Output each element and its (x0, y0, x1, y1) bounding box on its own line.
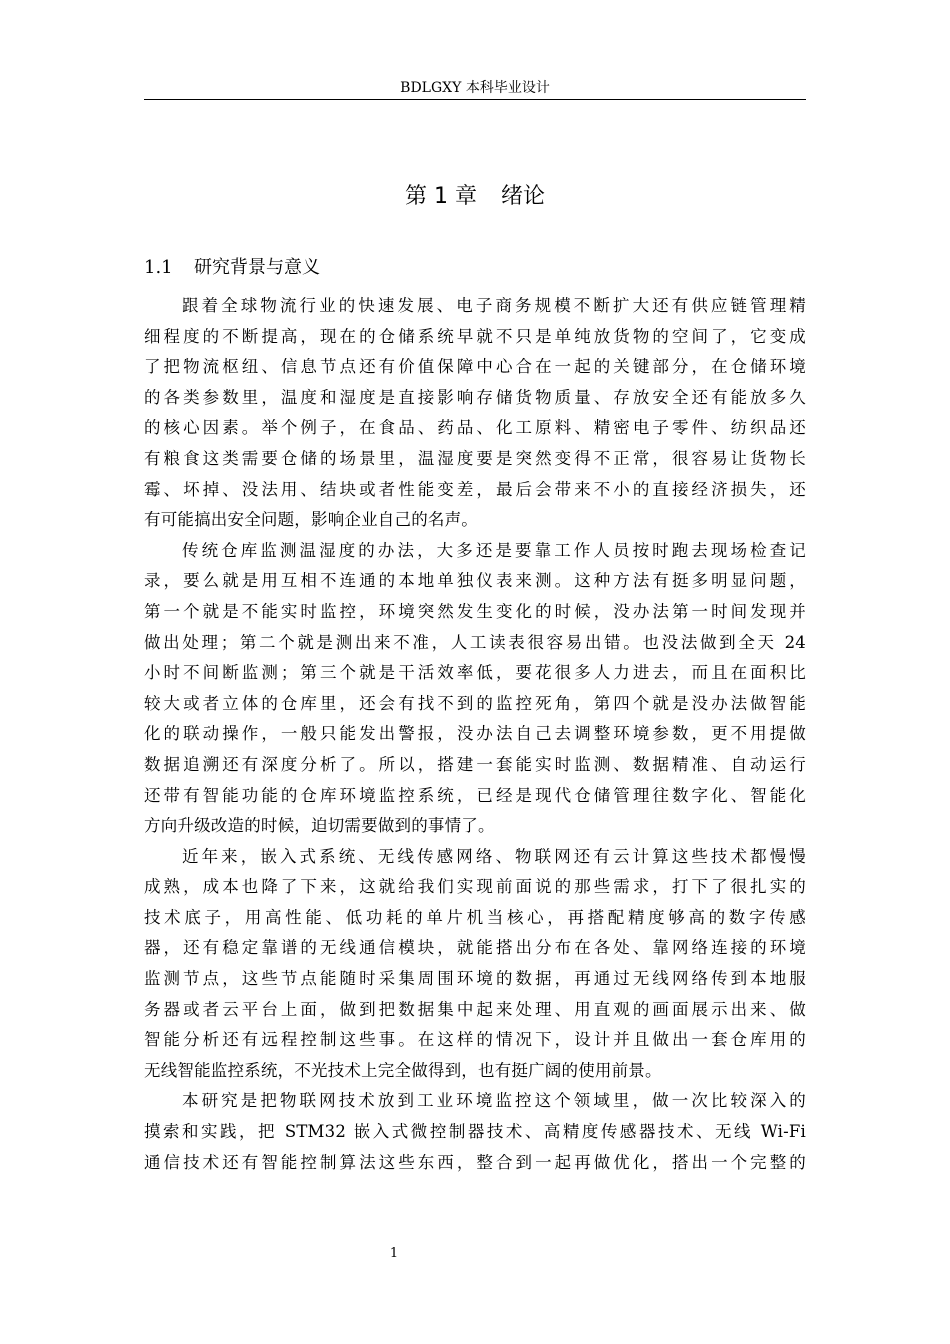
paragraph (144, 842, 806, 1087)
paragraph (144, 1086, 806, 1178)
text-line: 技术底子，用高性能、低功耗的单片机当核心，再搭配精度够高的数字传感 (144, 907, 806, 927)
text-line: 传统仓库监测温湿度的办法，大多还是要靠工作人员按时跑去现场检查记 (182, 540, 806, 560)
section-title: 研究背景与意义 (194, 257, 320, 278)
text-line: 录，要么就是用互相不连通的本地单独仪表来测。这种方法有挺多明显问题， (144, 571, 806, 591)
text-line: 智能分析还有远程控制这些事。在这样的情况下，设计并且做出一套仓库用的 (144, 1030, 806, 1050)
text-line: 第一个就是不能实时监控，环境突然发生变化的时候，没办法第一时间发现并 (144, 601, 806, 621)
text-line: 本研究是把物联网技术放到工业环境监控这个领域里，做一次比较深入的 (182, 1091, 806, 1111)
text-line: 做出处理；第二个就是测出来不准，人工读表很容易出错。也没法做到全天 24 (144, 632, 806, 652)
text-line: 有粮食这类需要仓储的场景里，温湿度要是突然变得不正常，很容易让货物长 (144, 448, 806, 468)
text-line: 小时不间断监测；第三个就是干活效率低，要花很多人力进去，而且在面积比 (144, 663, 806, 683)
text-line: 较大或者立体的仓库里，还会有找不到的监控死角，第四个就是没办法做智能 (144, 693, 806, 713)
chapter-name: 绪论 (500, 184, 545, 209)
section-number: 1.1 (144, 257, 173, 278)
text-line: 了把物流枢纽、信息节点还有价值保障中心合在一起的关键部分，在仓储环境 (144, 357, 806, 377)
body-text (144, 291, 806, 1178)
header-rule (144, 99, 806, 100)
text-line: 无线智能监控系统，不光技术上完全做得到，也有挺广阔的使用前景。 (144, 1060, 662, 1080)
text-line: 跟着全球物流行业的快速发展、电子商务规模不断扩大还有供应链管理精 (182, 296, 806, 315)
text-line: 摸索和实践，把 STM32 嵌入式微控制器技术、高精度传感器技术、无线 Wi-Fi (144, 1122, 806, 1142)
paragraph (144, 536, 806, 842)
page-number: 1 (389, 1246, 399, 1261)
text-line: 通信技术还有智能控制算法这些东西，整合到一起再做优化，搭出一个完整的 (144, 1152, 806, 1172)
paragraph (144, 291, 806, 536)
text-line: 监测节点，这些节点能随时采集周围环境的数据，再通过无线网络传到本地服 (144, 969, 806, 989)
text-line: 的核心因素。举个例子，在食品、药品、化工原料、精密电子零件、纺织品还 (144, 418, 806, 438)
text-line: 方向升级改造的时候，迫切需要做到的事情了。 (144, 816, 495, 836)
text-line: 近年来，嵌入式系统、无线传感网络、物联网还有云计算这些技术都慢慢 (182, 846, 806, 866)
text-line: 有可能搞出安全问题，影响企业自己的名声。 (144, 510, 478, 530)
running-header: BDLGXY 本科毕业设计 (400, 80, 550, 96)
text-line: 的各类参数里，温度和湿度是直接影响存储货物质量、存放安全还有能放多久 (144, 387, 806, 407)
section-heading (144, 252, 806, 284)
text-line: 化的联动操作，一般只能发出警报，没办法自己去调整环境参数，更不用提做 (144, 724, 806, 744)
chapter-number: 第 1 章 (405, 184, 477, 209)
text-line: 器，还有稳定靠谱的无线通信模块，就能搭出分布在各处、靠网络连接的环境 (144, 938, 806, 958)
text-line: 成熟，成本也降了下来，这就给我们实现前面说的那些需求，打下了很扎实的 (144, 877, 806, 897)
text-line: 数据追溯还有深度分析了。所以，搭建一套能实时监测、数据精准、自动运行 (144, 754, 806, 774)
text-line: 还带有智能功能的仓库环境监控系统，已经是现代仓储管理往数字化、智能化 (144, 785, 806, 805)
text-line: 务器或者云平台上面，做到把数据集中起来处理、用直观的画面展示出来、做 (144, 999, 806, 1019)
chapter-title (144, 180, 806, 214)
text-line: 霉、坏掉、没法用、结块或者性能变差，最后会带来不小的直接经济损失，还 (144, 479, 806, 499)
text-line: 细程度的不断提高，现在的仓储系统早就不只是单纯放货物的空间了，它变成 (144, 326, 806, 346)
